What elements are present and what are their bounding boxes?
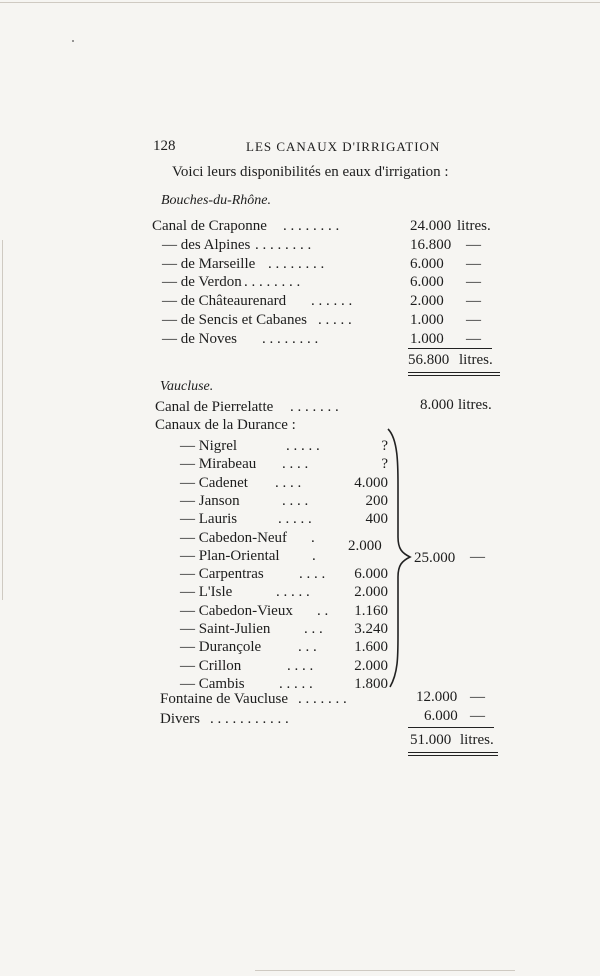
durance-brace [340,425,415,690]
divers-dots: . . . . . . . . . . . [210,711,289,727]
durance-canal-label: — Cadenet [180,475,248,491]
fontaine-label: Fontaine de Vaucluse [160,691,289,707]
durance-canal-value: 400 [365,511,388,527]
fontaine-unit: — [470,689,485,705]
durance-total-unit: — [470,549,485,565]
section1-total-unit: litres. [459,352,493,368]
durance-canal-value: 1.160 [354,603,388,619]
leader-dots: . . . . . [276,584,310,600]
fontaine-value: 12.000 [416,689,458,705]
canal-label: — des Alpines [162,237,251,253]
section2-double-rule-bottom [408,755,498,756]
leader-dots: . [311,530,315,546]
durance-canal-label: — Crillon [180,658,242,674]
canal-label: — de Châteaurenard [162,293,287,309]
leader-dots: . . . . [282,493,309,509]
canal-unit: — [466,237,481,253]
section1-sum-line [408,348,492,349]
leader-dots: . . . . [299,566,326,582]
canal-value: 1.000 [410,312,444,328]
canal-unit: — [466,256,481,272]
intro-text: Voici leurs disponibilités en eaux d'irrigation : [172,164,449,180]
durance-canal-label: — L'Isle [180,584,233,600]
leader-dots: . . . . . . . . [255,237,312,253]
canal-unit: — [466,274,481,290]
leader-dots: . . . . . [318,312,352,328]
section2-title: Vaucluse. [160,379,214,394]
durance-canal-value: ? [381,456,388,472]
durance-canal-label: — Janson [180,493,240,509]
durance-total-value: 25.000 [414,550,456,566]
durance-canal-label: — Cabedon-Neuf [180,530,288,546]
canal-value: 6.000 [410,256,444,272]
durance-canal-label: — Lauris [180,511,238,527]
section2-double-rule-top [408,752,498,753]
durance-canal-value: ? [381,438,388,454]
durance-canal-label: — Saint-Julien [180,621,271,637]
cabedon-shared-value: 2.000 [348,538,382,554]
durance-heading: Canaux de la Durance : [155,417,296,433]
bottom-edge-line [255,970,515,971]
pierrelatte-label: Canal de Pierrelatte [155,399,274,415]
pierrelatte-unit: litres. [458,397,492,413]
section2-total-unit: litres. [460,732,494,748]
canal-label: — de Marseille [162,256,256,272]
section1-double-rule-top [408,372,500,373]
durance-canal-value: 4.000 [354,475,388,491]
divers-label: Divers [160,711,200,727]
leader-dots: . . . [304,621,323,637]
leader-dots: . [312,548,316,564]
divers-value: 6.000 [424,708,458,724]
durance-canal-value: 3.240 [354,621,388,637]
durance-canal-label: — Cabedon-Vieux [180,603,293,619]
running-title: LES CANAUX D'IRRIGATION [246,139,441,154]
leader-dots: . . . . . . . . [283,218,340,234]
durance-canal-value: 200 [365,493,388,509]
divers-unit: — [470,708,485,724]
durance-canal-value: 2.000 [354,658,388,674]
leader-dots: . . . . [282,456,309,472]
fontaine-dots: . . . . . . . [298,691,347,707]
durance-canal-label: — Carpentras [180,566,264,582]
canal-unit: litres. [457,218,491,234]
durance-canal-value: 1.800 [354,676,388,692]
canal-value: 24.000 [410,218,452,234]
leader-dots: . . . . . [278,511,312,527]
section1-title: Bouches-du-Rhône. [161,193,272,208]
section1-double-rule-bottom [408,375,500,376]
leader-dots: . . . . . . . . [244,274,301,290]
left-edge-line [2,240,3,600]
canal-value: 16.800 [410,237,452,253]
canal-value: 6.000 [410,274,444,290]
durance-canal-value: 1.600 [354,639,388,655]
pierrelatte-dots: . . . . . . . [290,399,339,415]
section2-sum-line [408,727,494,728]
section2-total-value: 51.000 [410,732,452,748]
leader-dots: . . . . . . [311,293,353,309]
leader-dots: . . . . . [279,676,313,692]
durance-canal-label: — Durançole [180,639,262,655]
durance-canal-label: — Cambis [180,676,245,692]
durance-canal-value: 2.000 [354,584,388,600]
canal-label: — de Noves [162,331,237,347]
canal-unit: — [466,312,481,328]
section1-total-value: 56.800 [408,352,450,368]
durance-canal-label: — Mirabeau [180,456,257,472]
canal-unit: — [466,331,481,347]
canal-label: — de Verdon [162,274,242,290]
durance-canal-value: 6.000 [354,566,388,582]
canal-label: Canal de Craponne [152,218,267,234]
canal-unit: — [466,293,481,309]
leader-dots: . . . . . [286,438,320,454]
leader-dots: . . . . . . . . [262,331,319,347]
pierrelatte-value: 8.000 [420,397,454,413]
canal-value: 2.000 [410,293,444,309]
leader-dots: . . . [298,639,317,655]
durance-canal-label: — Plan-Oriental [180,548,280,564]
durance-canal-label: — Nigrel [180,438,238,454]
leader-dots: . . [317,603,329,619]
top-edge-line [0,2,600,3]
leader-dots: . . . . [275,475,302,491]
page-number: 128 [153,138,176,154]
leader-dots: . . . . . . . . [268,256,325,272]
canal-value: 1.000 [410,331,444,347]
leader-dots: . . . . [287,658,314,674]
canal-label: — de Sencis et Cabanes [162,312,307,328]
scan-speck [72,40,74,42]
